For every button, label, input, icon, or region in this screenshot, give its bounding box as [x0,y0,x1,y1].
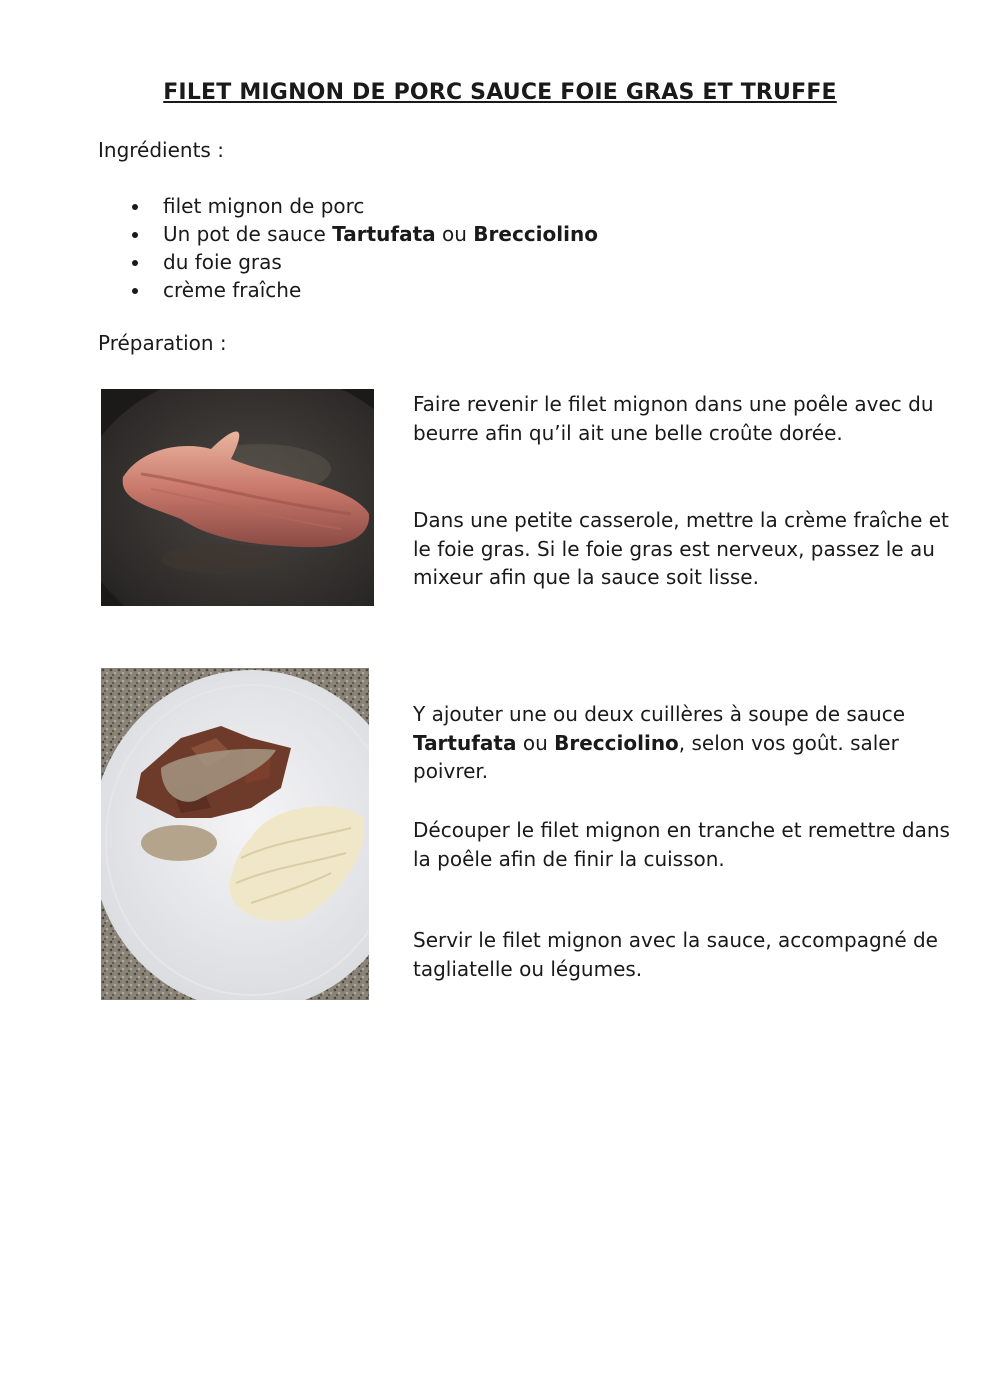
step-5: Servir le filet mignon avec la sauce, accompagné de tagliatelle ou légumes. [413,928,938,981]
list-item [163,248,598,276]
plate-photo [101,668,369,1000]
ingredient-text: filet mignon de porc [163,194,365,218]
brand-brecciolino: Brecciolino [473,222,598,246]
ingredient-text: du foie gras [163,250,282,274]
ingredient-text: Un pot de sauce [163,222,333,246]
ingredients-list [163,192,598,304]
step-4: Découper le filet mignon en tranche et remettre dans la poêle afin de finir la cuisson. [413,818,950,871]
list-item [163,276,598,304]
step-3-text: , selon vos goût. saler poivrer. [413,730,899,783]
step-2: Dans une petite casserole, mettre la crème fraîche et le foie gras. Si le foie gras est nerveux, passez le au mixeur afin que la sauce soit lisse. [413,508,949,589]
step-3-text: Y ajouter une ou deux cuillères à soupe de sauce [413,702,906,726]
brand-brecciolino: Brecciolino [554,730,679,755]
step-3-text: ou [516,730,555,755]
list-item [163,220,598,248]
pan-photo [101,389,374,606]
brand-tartufata: Tartufata [413,730,517,755]
preparation-heading: Préparation : [98,331,227,355]
brand-tartufata: Tartufata [332,222,436,246]
step-3 [413,700,973,786]
ingredients-heading: Ingrédients : [98,138,224,162]
page-title: FILET MIGNON DE PORC SAUCE FOIE GRAS ET TRUFFE [163,80,837,105]
ingredient-text: crème fraîche [163,278,302,302]
ingredient-text: ou [435,222,474,246]
step-1: Faire revenir le filet mignon dans une poêle avec du beurre afin qu’il ait une belle croûte dorée. [413,392,934,445]
list-item [163,192,598,220]
